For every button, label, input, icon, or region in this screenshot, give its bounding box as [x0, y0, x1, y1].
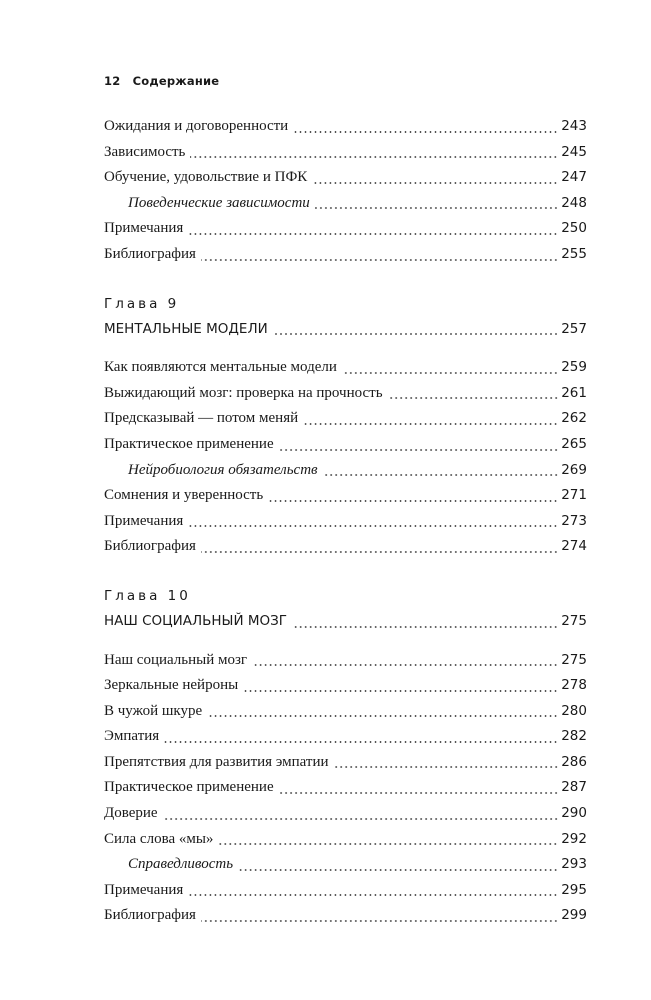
- toc-entry-title: Библиография: [104, 907, 196, 924]
- toc-entry-page: 274: [561, 538, 587, 555]
- toc-entry-title: Препятствия для развития эмпатии: [104, 753, 329, 770]
- toc-entry-title: Библиография: [104, 538, 196, 555]
- toc-entry[interactable]: [104, 903, 587, 929]
- toc-entry-page: 262: [561, 410, 587, 427]
- toc-entry[interactable]: [104, 406, 587, 432]
- toc-entry[interactable]: [104, 673, 587, 699]
- toc-entry-page: 243: [561, 118, 587, 134]
- toc-entry[interactable]: [104, 750, 587, 776]
- toc-entry-page: 248: [561, 194, 587, 211]
- running-head-title: Содержание: [132, 74, 220, 88]
- toc-entry[interactable]: [104, 801, 587, 827]
- toc-entry-page: 280: [561, 702, 587, 719]
- dot-leader: [293, 131, 558, 133]
- toc-entry-title: Эмпатия: [104, 728, 160, 745]
- toc-entry-page: 275: [561, 612, 587, 629]
- running-head: [104, 74, 219, 88]
- dot-leader: [315, 207, 558, 209]
- toc-entry-page: 290: [561, 805, 587, 822]
- toc-entry[interactable]: [104, 381, 587, 407]
- toc-entry-title: Выжидающий мозг: проверка на прочность: [104, 384, 383, 401]
- toc-entry-title: Сомнения и уверенность: [104, 487, 264, 504]
- toc-entry-title: Нейробиология обязательств: [128, 461, 318, 478]
- page-number: 12: [104, 74, 121, 88]
- dot-leader: [334, 766, 559, 768]
- dot-leader: [342, 372, 558, 374]
- toc-entry-page: 292: [561, 830, 587, 847]
- toc-entry-page: 275: [561, 651, 587, 668]
- toc-entry[interactable]: [104, 775, 587, 801]
- toc-entry-page: 278: [561, 677, 587, 694]
- toc-entry-title: Как появляются ментальные модели: [104, 359, 337, 376]
- toc-subentry[interactable]: [104, 458, 587, 484]
- dot-leader: [273, 333, 559, 335]
- dot-leader: [243, 690, 558, 692]
- toc-entry-page: 282: [561, 728, 587, 745]
- toc-entry-page: 287: [561, 779, 587, 796]
- dot-leader: [303, 423, 558, 425]
- dot-leader: [201, 920, 558, 922]
- toc-entry-title: В чужой шкуре: [104, 702, 203, 719]
- toc-entry-title: Зависимость: [104, 143, 186, 160]
- toc-entry-page: 250: [561, 220, 587, 237]
- dot-leader: [279, 792, 559, 794]
- toc-entry-title: Примечания: [104, 512, 184, 529]
- toc-entry-page: 255: [561, 245, 587, 262]
- dot-leader: [388, 397, 559, 399]
- dot-leader: [268, 500, 558, 502]
- toc-entry-title: Практическое применение: [104, 435, 274, 452]
- table-of-contents: [104, 114, 587, 929]
- dot-leader: [201, 551, 558, 553]
- chapter-title-entry[interactable]: [104, 609, 587, 635]
- toc-entry-page: 269: [561, 461, 587, 478]
- dot-leader: [238, 869, 558, 871]
- chapter-title: МЕНТАЛЬНЫЕ МОДЕЛИ: [104, 320, 268, 337]
- toc-entry-title: Наш социальный мозг: [104, 651, 248, 668]
- toc-entry[interactable]: [104, 355, 587, 381]
- toc-entry[interactable]: [104, 114, 587, 140]
- toc-entry-title: Доверие: [104, 805, 158, 822]
- toc-entry-title: Библиография: [104, 245, 196, 262]
- toc-entry-title: Ожидания и договоренности: [104, 118, 289, 134]
- toc-entry-title: Поведенческие зависимости: [128, 194, 310, 211]
- toc-entry[interactable]: [104, 699, 587, 725]
- toc-entry[interactable]: [104, 878, 587, 904]
- toc-entry[interactable]: [104, 242, 587, 268]
- chapter-title-entry[interactable]: [104, 317, 587, 343]
- toc-entry[interactable]: [104, 483, 587, 509]
- toc-entry[interactable]: [104, 827, 587, 853]
- toc-entry[interactable]: [104, 140, 587, 166]
- dot-leader: [312, 182, 558, 184]
- toc-subentry[interactable]: [104, 191, 587, 217]
- toc-entry-title: Справедливость: [128, 856, 234, 873]
- toc-entry-title: Обучение, удовольствие и ПФК: [104, 169, 308, 186]
- toc-entry[interactable]: [104, 534, 587, 560]
- toc-entry-title: Примечания: [104, 881, 184, 898]
- toc-entry-title: Зеркальные нейроны: [104, 677, 239, 694]
- toc-entry-page: 257: [561, 320, 587, 337]
- dot-leader: [323, 474, 559, 476]
- toc-entry-page: 261: [561, 384, 587, 401]
- toc-entry-page: 293: [561, 856, 587, 873]
- dot-leader: [163, 818, 559, 820]
- toc-entry[interactable]: [104, 216, 587, 242]
- toc-entry-page: 295: [561, 881, 587, 898]
- toc-entry-page: 271: [561, 487, 587, 504]
- dot-leader: [188, 894, 558, 896]
- dot-leader: [164, 741, 558, 743]
- dot-leader: [207, 715, 558, 717]
- chapter-label: Глава 10: [104, 587, 191, 604]
- dot-leader: [190, 156, 558, 158]
- toc-entry-page: 245: [561, 143, 587, 160]
- dot-leader: [252, 664, 558, 666]
- toc-entry[interactable]: [104, 432, 587, 458]
- toc-entry[interactable]: [104, 509, 587, 535]
- toc-subentry[interactable]: [104, 852, 587, 878]
- dot-leader: [201, 259, 558, 261]
- toc-entry-page: 286: [561, 753, 587, 770]
- toc-entry-title: Примечания: [104, 220, 184, 237]
- toc-entry-page: 299: [561, 907, 587, 924]
- toc-entry-title: Предсказывай — потом меняй: [104, 410, 299, 427]
- dot-leader: [188, 525, 558, 527]
- toc-entry[interactable]: [104, 648, 587, 674]
- toc-entry-page: 265: [561, 435, 587, 452]
- toc-entry[interactable]: [104, 165, 587, 191]
- toc-entry-page: 247: [561, 169, 587, 186]
- toc-entry-page: 259: [561, 359, 587, 376]
- toc-entry[interactable]: [104, 724, 587, 750]
- dot-leader: [218, 843, 558, 845]
- toc-entry-page: 273: [561, 512, 587, 529]
- dot-leader: [279, 449, 559, 451]
- dot-leader: [188, 233, 558, 235]
- chapter-label: Глава 9: [104, 295, 180, 312]
- toc-entry-title: Практическое применение: [104, 779, 274, 796]
- chapter-title: НАШ СОЦИАЛЬНЫЙ МОЗГ: [104, 612, 288, 629]
- toc-entry-title: Сила слова «мы»: [104, 830, 214, 847]
- dot-leader: [292, 626, 558, 628]
